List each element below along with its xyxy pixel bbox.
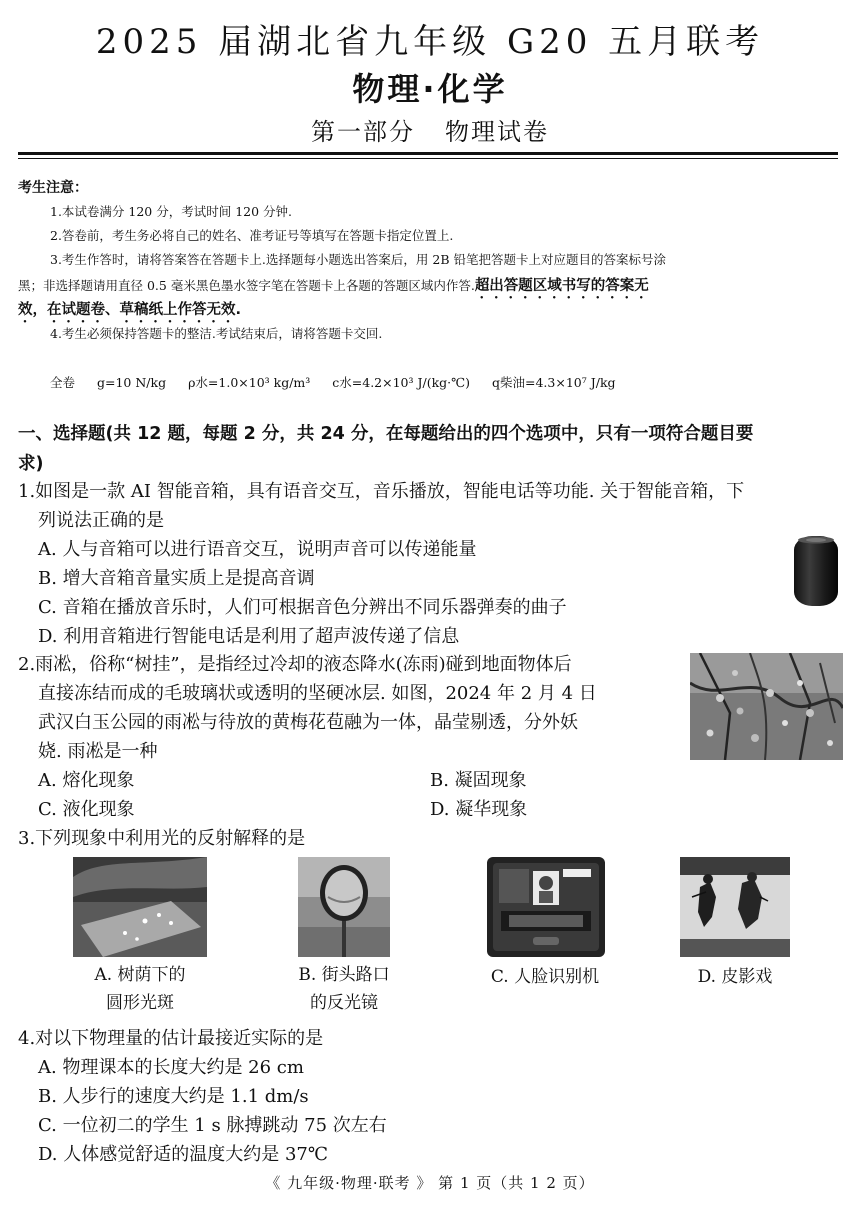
q2-stem-line2: 直接冻结而成的毛玻璃状或透明的坚硬冰层. 如图，2024 年 2 月 4 日 [38, 683, 597, 704]
section-heading-line2: 求) [18, 454, 44, 474]
subject-title: 物理·化学 [352, 70, 508, 108]
q3-stem: 3.下列现象中利用光的反射解释的是 [18, 828, 306, 849]
q3-caption-b-line1: B. 街头路口 [298, 965, 390, 985]
q1-option-d: D. 利用音箱进行智能电话是利用了超声波传递了信息 [38, 626, 460, 647]
notice-item-3-end [18, 298, 241, 326]
notice-item-3-emphasis-2: 效，在试题卷、草稿纸上作答无效. [18, 302, 242, 318]
notice-heading: 考生注意： [18, 180, 88, 196]
rime-tree-image [690, 653, 843, 760]
part-label: 第一部分 [311, 118, 415, 146]
q2-option-d: D. 凝华现象 [430, 799, 528, 820]
q3-caption-a-line2: 圆形光斑 [106, 993, 174, 1013]
constant-rho: ρ水=1.0×10³ kg/m³ [188, 375, 311, 390]
notice-item-3-emphasis: 超出答题区域书写的答案无 [474, 278, 649, 294]
constants-line [50, 373, 634, 391]
paper-label: 物理试卷 [445, 118, 549, 146]
q1-option-c: C. 音箱在播放音乐时，人们可根据音色分辨出不同乐器弹奏的曲子 [38, 597, 567, 618]
constants-prefix: 全卷 [50, 375, 76, 390]
q2-option-a: A. 熔化现象 [38, 770, 135, 791]
notice-item-3: 3.考生作答时，请将答案答在答题卡上.选择题每小题选出答案后，用 2B 铅笔把答题卡上对应题目的答案标号涂 [50, 252, 666, 267]
q4-option-c: C. 一位初二的学生 1 s 脉搏跳动 75 次左右 [38, 1115, 387, 1136]
smart-speaker-image [792, 534, 840, 608]
q2-option-c: C. 液化现象 [38, 799, 135, 820]
q3-caption-a [60, 961, 220, 1017]
constant-q: q柴油=4.3×10⁷ J/kg [492, 375, 616, 390]
q3-caption-b-line2: 的反光镜 [310, 993, 378, 1013]
notice-item-3-text: 黑；非选择题请用直径 0.5 毫米黑色墨水签字笔在答题卡上各题的答题区域内作答. [18, 278, 475, 293]
header-rule-thin [18, 158, 838, 159]
q4-option-d: D. 人体感觉舒适的温度大约是 37℃ [38, 1144, 328, 1165]
tree-shade-image [73, 857, 207, 957]
q3-caption-b [264, 961, 424, 1017]
q1-stem-line1: 1.如图是一款 AI 智能音箱，具有语音交互，音乐播放，智能电话等功能. 关于智能音箱，下 [18, 481, 745, 502]
q1-option-b: B. 增大音箱音量实质上是提高音调 [38, 568, 315, 589]
q2-option-b: B. 凝固现象 [430, 770, 527, 791]
header-rule-thick [18, 152, 838, 155]
notice-item-1: 1.本试卷满分 120 分，考试时间 120 分钟. [50, 204, 293, 219]
page-footer: 《 九年级·物理·联考 》 第 1 页（共 1 2 页） [265, 1174, 595, 1192]
q2-stem-line3: 武汉白玉公园的雨凇与待放的黄梅花苞融为一体，晶莹剔透，分外妖 [38, 712, 578, 733]
constant-c: c水=4.2×10³ J/(kg·℃) [332, 375, 471, 390]
q4-stem: 4.对以下物理量的估计最接近实际的是 [18, 1028, 324, 1049]
notice-item-4: 4.考生必须保持答题卡的整洁.考试结束后，请将答题卡交回. [50, 326, 383, 341]
notice-item-2: 2.答卷前，考生务必将自己的姓名、准考证号等填写在答题卡指定位置上. [50, 228, 454, 243]
q1-stem-line2: 列说法正确的是 [38, 510, 164, 531]
section-heading-line1: 一、选择题(共 12 题，每题 2 分，共 24 分，在每题给出的四个选项中，只有一项符合题目要 [18, 424, 754, 444]
q3-caption-c: C. 人脸识别机 [490, 967, 600, 987]
q3-caption-d: D. 皮影戏 [697, 967, 773, 987]
q4-option-a: A. 物理课本的长度大约是 26 cm [38, 1057, 304, 1078]
q3-caption-a-line1: A. 树荫下的 [94, 965, 186, 985]
part-title [0, 112, 860, 147]
q2-stem-line1: 2.雨凇，俗称“树挂”，是指经过冷却的液态降水(冻雨)碰到地面物体后 [18, 654, 572, 675]
face-recognition-image [487, 857, 605, 957]
q1-option-a: A. 人与音箱可以进行语音交互，说明声音可以传递能量 [38, 539, 477, 560]
convex-mirror-image [298, 857, 390, 957]
exam-title: 2025 届湖北省九年级 G20 五月联考 [95, 22, 765, 62]
q2-stem-line4: 娆. 雨凇是一种 [38, 741, 158, 762]
section-heading [18, 419, 843, 479]
shadow-play-image [680, 857, 790, 957]
q4-option-b: B. 人步行的速度大约是 1.1 dm/s [38, 1086, 309, 1107]
constant-g: g=10 N/kg [97, 375, 167, 390]
